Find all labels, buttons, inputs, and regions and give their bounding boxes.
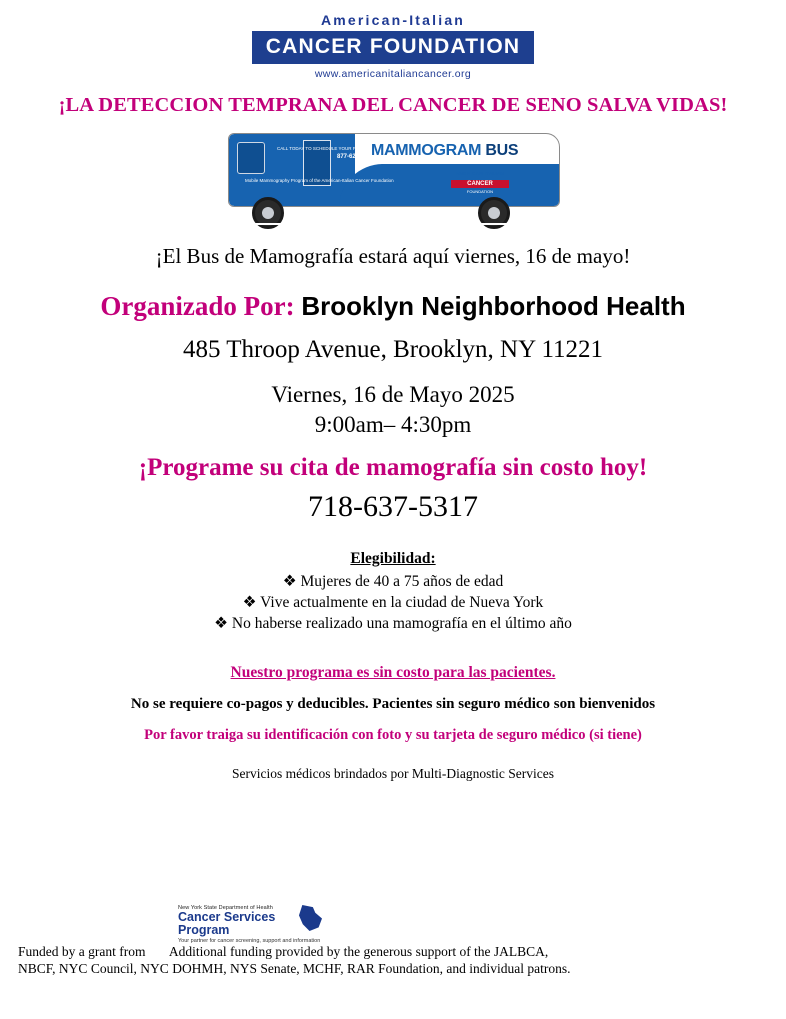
bus-swoop-panel [339,164,560,207]
bus-wordmark-mammogram: MAMMOGRAM [371,142,482,159]
footer [18,905,768,977]
page-headline: ¡LA DETECCION TEMPRANA DEL CANCER DE SENO SALVA VIDAS! [58,94,728,116]
bus-side-text-2: CALL TODAY TO SCHEDULE YOUR FREE MAMMOGRAM [277,146,398,151]
bus-wordmark [371,142,518,160]
funded-by-text: Funded by a grant from [18,944,146,959]
bus-foundation-badge [451,162,509,194]
bus-badge-top: AMERICAN-ITALIAN [455,171,505,176]
bring-id-note: Por favor traiga su identificación con foto y su tarjeta de seguro médico (si tiene) [144,727,642,743]
eligibility-item: ❖ Mujeres de 40 a 75 años de edad [282,573,504,590]
organized-by-line [18,291,768,322]
mammogram-bus-illustration [18,127,768,232]
logo-website-url: www.americanitaliancancer.org [314,68,472,80]
organization-logo [18,0,768,80]
bus-wordmark-bus: BUS [485,142,519,159]
csp-logo-line1: New York State Department of Health [178,905,273,911]
bus-body [228,133,560,207]
bus-ground-line [238,223,548,225]
logo-top-text: American-Italian [320,12,466,28]
eligibility-item: ❖ No haberse realizado una mamografía en el último año [214,615,572,632]
bus-phone-text: 877-628-9090 [337,154,375,160]
cancer-services-program-logo [178,905,328,944]
logo-bar-text: CANCER FOUNDATION [252,31,535,64]
additional-funding-text: Additional funding provided by the generous support of the JALBCA, [168,944,549,959]
eligibility-title: Elegibilidad: [350,550,436,567]
bus-badge-bottom: FOUNDATION [466,189,494,194]
event-address: 485 Throop Avenue, Brooklyn, NY 11221 [182,336,604,363]
additional-funding-text-2: NBCF, NYC Council, NYC DOHMH, NYS Senate, MCHF, RAR Foundation, and individual patrons. [18,961,571,976]
csp-logo-line3: Your partner for cancer screening, support and information [178,938,321,944]
eligibility-item: ❖ Vive actualmente en la ciudad de Nueva York [242,594,544,611]
copay-note: No se requiere co-pagos y deducibles. Pacientes sin seguro médico son bienvenidos [130,696,656,712]
bus-icon [228,127,558,227]
bus-window [237,142,265,174]
free-program-note: Nuestro programa es sin costo para las pacientes. [230,664,556,681]
event-date: Viernes, 16 de Mayo 2025 [271,382,515,407]
event-datetime [18,380,768,440]
bus-badge-mid: CANCER [451,180,509,188]
event-time: 9:00am– 4:30pm [314,412,472,437]
eligibility-list [18,571,768,634]
schedule-cta: ¡Programe su cita de mamografía sin costo hoy! [138,454,648,481]
csp-logo-line2: Cancer Services Program [178,910,276,937]
organized-by-name: Brooklyn Neighborhood Health [301,291,686,321]
arrival-line: ¡El Bus de Mamografía estará aquí viernes, 16 de mayo! [155,244,631,268]
contact-phone-number[interactable]: 718-637-5317 [308,490,478,523]
medical-services-note: Servicios médicos brindados por Multi-Diagnostic Services [231,766,555,781]
bus-side-text-1: Mobile Mammography Program of the American-Italian Cancer Foundation [245,178,394,183]
organized-by-label: Organizado Por: [100,291,295,321]
funding-text [18,943,768,977]
